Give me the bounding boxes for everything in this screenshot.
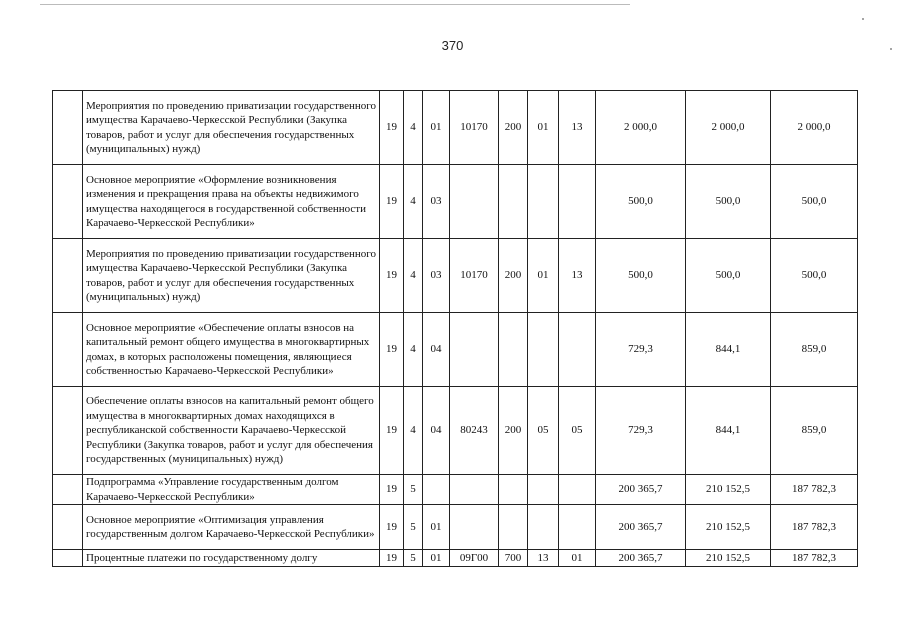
table-row (53, 505, 858, 550)
row-name: Основное мероприятие «Оптимизация управления государственным долгом Карачаево-Черкесской Республики» (83, 505, 380, 550)
code-vr: 200 (499, 91, 528, 165)
code-gp: 19 (380, 475, 404, 505)
amount-year-3: 187 782,3 (771, 475, 858, 505)
code-pp: 5 (404, 550, 423, 567)
amount-year-1: 200 365,7 (596, 505, 686, 550)
row-gutter (53, 239, 83, 313)
row-name: Мероприятия по проведению приватизации государственного имущества Карачаево-Черкесской Республики (Закупка товаров, работ и услуг для обеспечения государственных (муниципальных) нужд) (83, 239, 380, 313)
row-gutter (53, 387, 83, 475)
code-vr (499, 505, 528, 550)
amount-year-3: 859,0 (771, 387, 858, 475)
table-row (53, 239, 858, 313)
code-vr: 700 (499, 550, 528, 567)
code-rz (528, 505, 559, 550)
code-gp: 19 (380, 91, 404, 165)
code-rz: 13 (528, 550, 559, 567)
code-direction (450, 165, 499, 239)
row-name: Мероприятия по проведению приватизации государственного имущества Карачаево-Черкесской Республики (Закупка товаров, работ и услуг для обеспечения государственных (муниципальных) нужд) (83, 91, 380, 165)
table-row (53, 550, 858, 567)
code-pr (559, 505, 596, 550)
code-om (423, 475, 450, 505)
code-pp: 4 (404, 239, 423, 313)
amount-year-3: 2 000,0 (771, 91, 858, 165)
table-row (53, 475, 858, 505)
amount-year-3: 500,0 (771, 239, 858, 313)
code-om: 01 (423, 505, 450, 550)
code-pp: 4 (404, 165, 423, 239)
amount-year-3: 187 782,3 (771, 505, 858, 550)
code-vr: 200 (499, 239, 528, 313)
amount-year-1: 2 000,0 (596, 91, 686, 165)
code-om: 01 (423, 91, 450, 165)
row-name: Обеспечение оплаты взносов на капитальный ремонт общего имущества в многоквартирных домах находящихся в республиканской собственности Карачаево-Черкесской Республики (Закупка товаров, работ и услуг для обеспечения государственных (муниципальных) нужд) (83, 387, 380, 475)
code-rz: 01 (528, 239, 559, 313)
amount-year-3: 500,0 (771, 165, 858, 239)
code-vr (499, 165, 528, 239)
amount-year-1: 729,3 (596, 387, 686, 475)
code-pp: 4 (404, 313, 423, 387)
code-gp: 19 (380, 165, 404, 239)
row-gutter (53, 505, 83, 550)
code-rz: 05 (528, 387, 559, 475)
amount-year-2: 500,0 (686, 165, 771, 239)
code-pr: 01 (559, 550, 596, 567)
row-gutter (53, 165, 83, 239)
code-om: 04 (423, 387, 450, 475)
code-pr (559, 313, 596, 387)
page-number: 370 (441, 38, 464, 53)
code-vr (499, 313, 528, 387)
scan-artifact-line (40, 4, 630, 5)
code-direction: 10170 (450, 239, 499, 313)
amount-year-2: 2 000,0 (686, 91, 771, 165)
code-vr (499, 475, 528, 505)
code-rz (528, 165, 559, 239)
code-om: 03 (423, 165, 450, 239)
code-pp: 4 (404, 387, 423, 475)
code-om: 04 (423, 313, 450, 387)
table-row (53, 313, 858, 387)
amount-year-2: 210 152,5 (686, 475, 771, 505)
code-direction: 09Г00 (450, 550, 499, 567)
code-pr: 13 (559, 91, 596, 165)
amount-year-2: 210 152,5 (686, 505, 771, 550)
code-pr: 13 (559, 239, 596, 313)
code-direction: 80243 (450, 387, 499, 475)
amount-year-1: 729,3 (596, 313, 686, 387)
code-rz: 01 (528, 91, 559, 165)
row-name: Подпрограмма «Управление государственным долгом Карачаево-Черкесской Республики» (83, 475, 380, 505)
table-row (53, 165, 858, 239)
code-pr (559, 165, 596, 239)
code-pr: 05 (559, 387, 596, 475)
code-gp: 19 (380, 387, 404, 475)
amount-year-1: 500,0 (596, 239, 686, 313)
code-direction (450, 313, 499, 387)
code-gp: 19 (380, 550, 404, 567)
row-gutter (53, 313, 83, 387)
row-gutter (53, 550, 83, 567)
table-row (53, 91, 858, 165)
row-name: Основное мероприятие «Оформление возникновения изменения и прекращения права на объекты недвижимого имущества находящегося в государственной собственности Карачаево-Черкесской Республики» (83, 165, 380, 239)
amount-year-3: 187 782,3 (771, 550, 858, 567)
scan-artifact-dot (862, 18, 864, 20)
code-rz (528, 313, 559, 387)
budget-table (52, 90, 858, 567)
code-vr: 200 (499, 387, 528, 475)
code-pp: 4 (404, 91, 423, 165)
amount-year-2: 844,1 (686, 313, 771, 387)
row-name: Процентные платежи по государственному долгу (83, 550, 380, 567)
code-rz (528, 475, 559, 505)
amount-year-3: 859,0 (771, 313, 858, 387)
code-om: 03 (423, 239, 450, 313)
code-om: 01 (423, 550, 450, 567)
table-row (53, 387, 858, 475)
code-pp: 5 (404, 475, 423, 505)
amount-year-1: 200 365,7 (596, 475, 686, 505)
amount-year-2: 500,0 (686, 239, 771, 313)
code-gp: 19 (380, 239, 404, 313)
code-direction: 10170 (450, 91, 499, 165)
code-direction (450, 505, 499, 550)
code-direction (450, 475, 499, 505)
code-pp: 5 (404, 505, 423, 550)
row-gutter (53, 91, 83, 165)
code-gp: 19 (380, 313, 404, 387)
code-pr (559, 475, 596, 505)
amount-year-1: 500,0 (596, 165, 686, 239)
row-gutter (53, 475, 83, 505)
row-name: Основное мероприятие «Обеспечение оплаты взносов на капитальный ремонт общего имущества в многоквартирных домах, в которых расположены помещения, являющиеся собственностью Карачаево-Черкесской Республики» (83, 313, 380, 387)
amount-year-2: 210 152,5 (686, 550, 771, 567)
code-gp: 19 (380, 505, 404, 550)
amount-year-1: 200 365,7 (596, 550, 686, 567)
amount-year-2: 844,1 (686, 387, 771, 475)
